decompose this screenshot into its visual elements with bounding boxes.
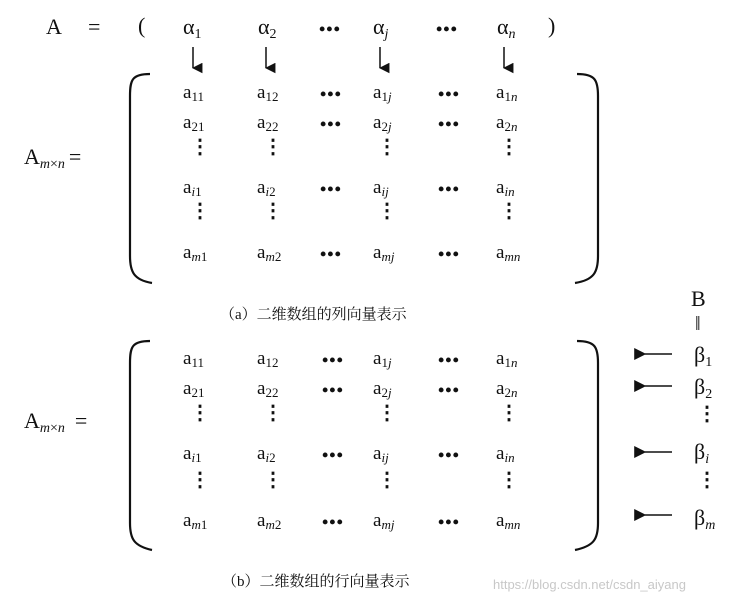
alpha-j: $\alpha_j$ [373, 14, 389, 42]
matrix-a-entry: $a_{2n}$ [496, 112, 518, 134]
matrix-a-entry: $a_{ij}$ [373, 177, 389, 199]
matrix-b-hdots: ••• [438, 445, 460, 465]
matrix-b-hdots: ••• [438, 512, 460, 532]
matrix-b-vdots: ⋮ [263, 402, 283, 424]
matrix-b-entry: $a_{m1}$ [183, 510, 208, 532]
matrix-a-entry: $a_{i2}$ [257, 177, 276, 199]
matrix-a-vdots: ⋮ [377, 200, 397, 222]
matrix-b-lhs: $A_{m\times n}$ = [24, 408, 88, 436]
beta-vdots-2: ⋮ [697, 469, 717, 491]
beta-b-label: B [691, 286, 706, 311]
matrix-a-entry: $a_{2j}$ [373, 112, 392, 134]
matrix-a-entry: $a_{in}$ [496, 177, 515, 199]
matrix-b-hdots: ••• [438, 350, 460, 370]
matrix-b-entry: $a_{22}$ [257, 378, 279, 400]
matrix-b-entry: $a_{1n}$ [496, 348, 518, 370]
matrix-b-hdots: ••• [322, 445, 344, 465]
matrix-b-entry: $a_{2j}$ [373, 378, 392, 400]
matrix-b-vdots: ⋮ [499, 402, 519, 424]
caption-a: （a）二维数组的列向量表示 [220, 305, 407, 323]
watermark: https://blog.csdn.net/csdn_aiyang [493, 577, 686, 592]
beta-parallel: ‖ [695, 313, 701, 335]
alpha-n: $\alpha_n$ [497, 14, 516, 42]
beta-vdots-1: ⋮ [697, 403, 717, 425]
matrix-b-entry: $a_{m2}$ [257, 510, 282, 532]
top-hdots-2: ••• [436, 19, 458, 39]
matrix-a-entry: $a_{21}$ [183, 112, 205, 134]
matrix-b-vdots: ⋮ [377, 402, 397, 424]
matrix-a-entry: $a_{i1}$ [183, 177, 202, 199]
matrix-b-entry: $a_{11}$ [183, 348, 204, 370]
beta-i: $\beta_i$ [694, 439, 710, 467]
matrix-b-entry: $a_{in}$ [496, 443, 515, 465]
matrix-a-left-bracket [130, 74, 152, 283]
matrix-b-entry: $a_{i2}$ [257, 443, 276, 465]
matrix-b-entry: $a_{mj}$ [373, 510, 395, 532]
beta-2: $\beta_2$ [694, 374, 713, 402]
matrix-a-hdots: ••• [438, 179, 460, 199]
matrix-a-vdots: ⋮ [499, 200, 519, 222]
matrix-a-vdots: ⋮ [190, 200, 210, 222]
top-equals: = [88, 14, 101, 39]
beta-m: $\beta_m$ [694, 505, 716, 533]
matrix-b-entry: $a_{mn}$ [496, 510, 521, 532]
matrix-b-entry: $a_{i1}$ [183, 443, 202, 465]
matrix-b-hdots: ••• [438, 380, 460, 400]
top-close-paren: ) [548, 13, 556, 38]
matrix-a-vdots: ⋮ [263, 136, 283, 158]
alpha-1: $\alpha_1$ [183, 14, 202, 42]
matrix-b-entry: $a_{ij}$ [373, 443, 389, 465]
matrix-b-left-bracket [130, 341, 152, 550]
matrix-a-hdots: ••• [320, 84, 342, 104]
matrix-a-entry: $a_{11}$ [183, 82, 204, 104]
matrix-b-entry: $a_{12}$ [257, 348, 279, 370]
matrix-b-vdots: ⋮ [263, 469, 283, 491]
matrix-a-vdots: ⋮ [190, 136, 210, 158]
matrix-b-hdots: ••• [322, 350, 344, 370]
matrix-a-hdots: ••• [438, 84, 460, 104]
matrix-a-entry: $a_{m1}$ [183, 242, 208, 264]
alpha-2: $\alpha_2$ [258, 14, 277, 42]
matrix-a-entry: $a_{1n}$ [496, 82, 518, 104]
caption-b: （b）二维数组的行向量表示 [222, 572, 410, 590]
matrix-a-vdots: ⋮ [377, 136, 397, 158]
matrix-b-hdots: ••• [322, 512, 344, 532]
matrix-b-entry: $a_{2n}$ [496, 378, 518, 400]
matrix-b-hdots: ••• [322, 380, 344, 400]
matrix-a-entry: $a_{1j}$ [373, 82, 392, 104]
matrix-a-lhs: $A_{m\times n}$ = [24, 144, 82, 172]
matrix-a-vdots: ⋮ [263, 200, 283, 222]
matrix-a-vdots: ⋮ [499, 136, 519, 158]
matrix-b-vdots: ⋮ [499, 469, 519, 491]
matrix-b-entry: $a_{1j}$ [373, 348, 392, 370]
matrix-b-right-bracket [575, 341, 598, 550]
top-hdots-1: ••• [319, 19, 341, 39]
matrix-a-hdots: ••• [320, 114, 342, 134]
matrix-a-right-bracket [575, 74, 598, 283]
matrix-a-entry: $a_{mn}$ [496, 242, 521, 264]
matrix-a-hdots: ••• [320, 244, 342, 264]
matrix-a-hdots: ••• [438, 244, 460, 264]
matrix-a-entry: $a_{12}$ [257, 82, 279, 104]
matrix-a-hdots: ••• [438, 114, 460, 134]
matrix-a-entry: $a_{mj}$ [373, 242, 395, 264]
matrix-b-vdots: ⋮ [377, 469, 397, 491]
matrix-b-vdots: ⋮ [190, 469, 210, 491]
matrix-a-hdots: ••• [320, 179, 342, 199]
top-open-paren: ( [138, 13, 146, 38]
beta-1: $\beta_1$ [694, 342, 713, 370]
matrix-a-entry: $a_{22}$ [257, 112, 279, 134]
top-label-a: A [46, 14, 62, 39]
matrix-b-entry: $a_{21}$ [183, 378, 205, 400]
matrix-b-vdots: ⋮ [190, 402, 210, 424]
matrix-a-entry: $a_{m2}$ [257, 242, 282, 264]
